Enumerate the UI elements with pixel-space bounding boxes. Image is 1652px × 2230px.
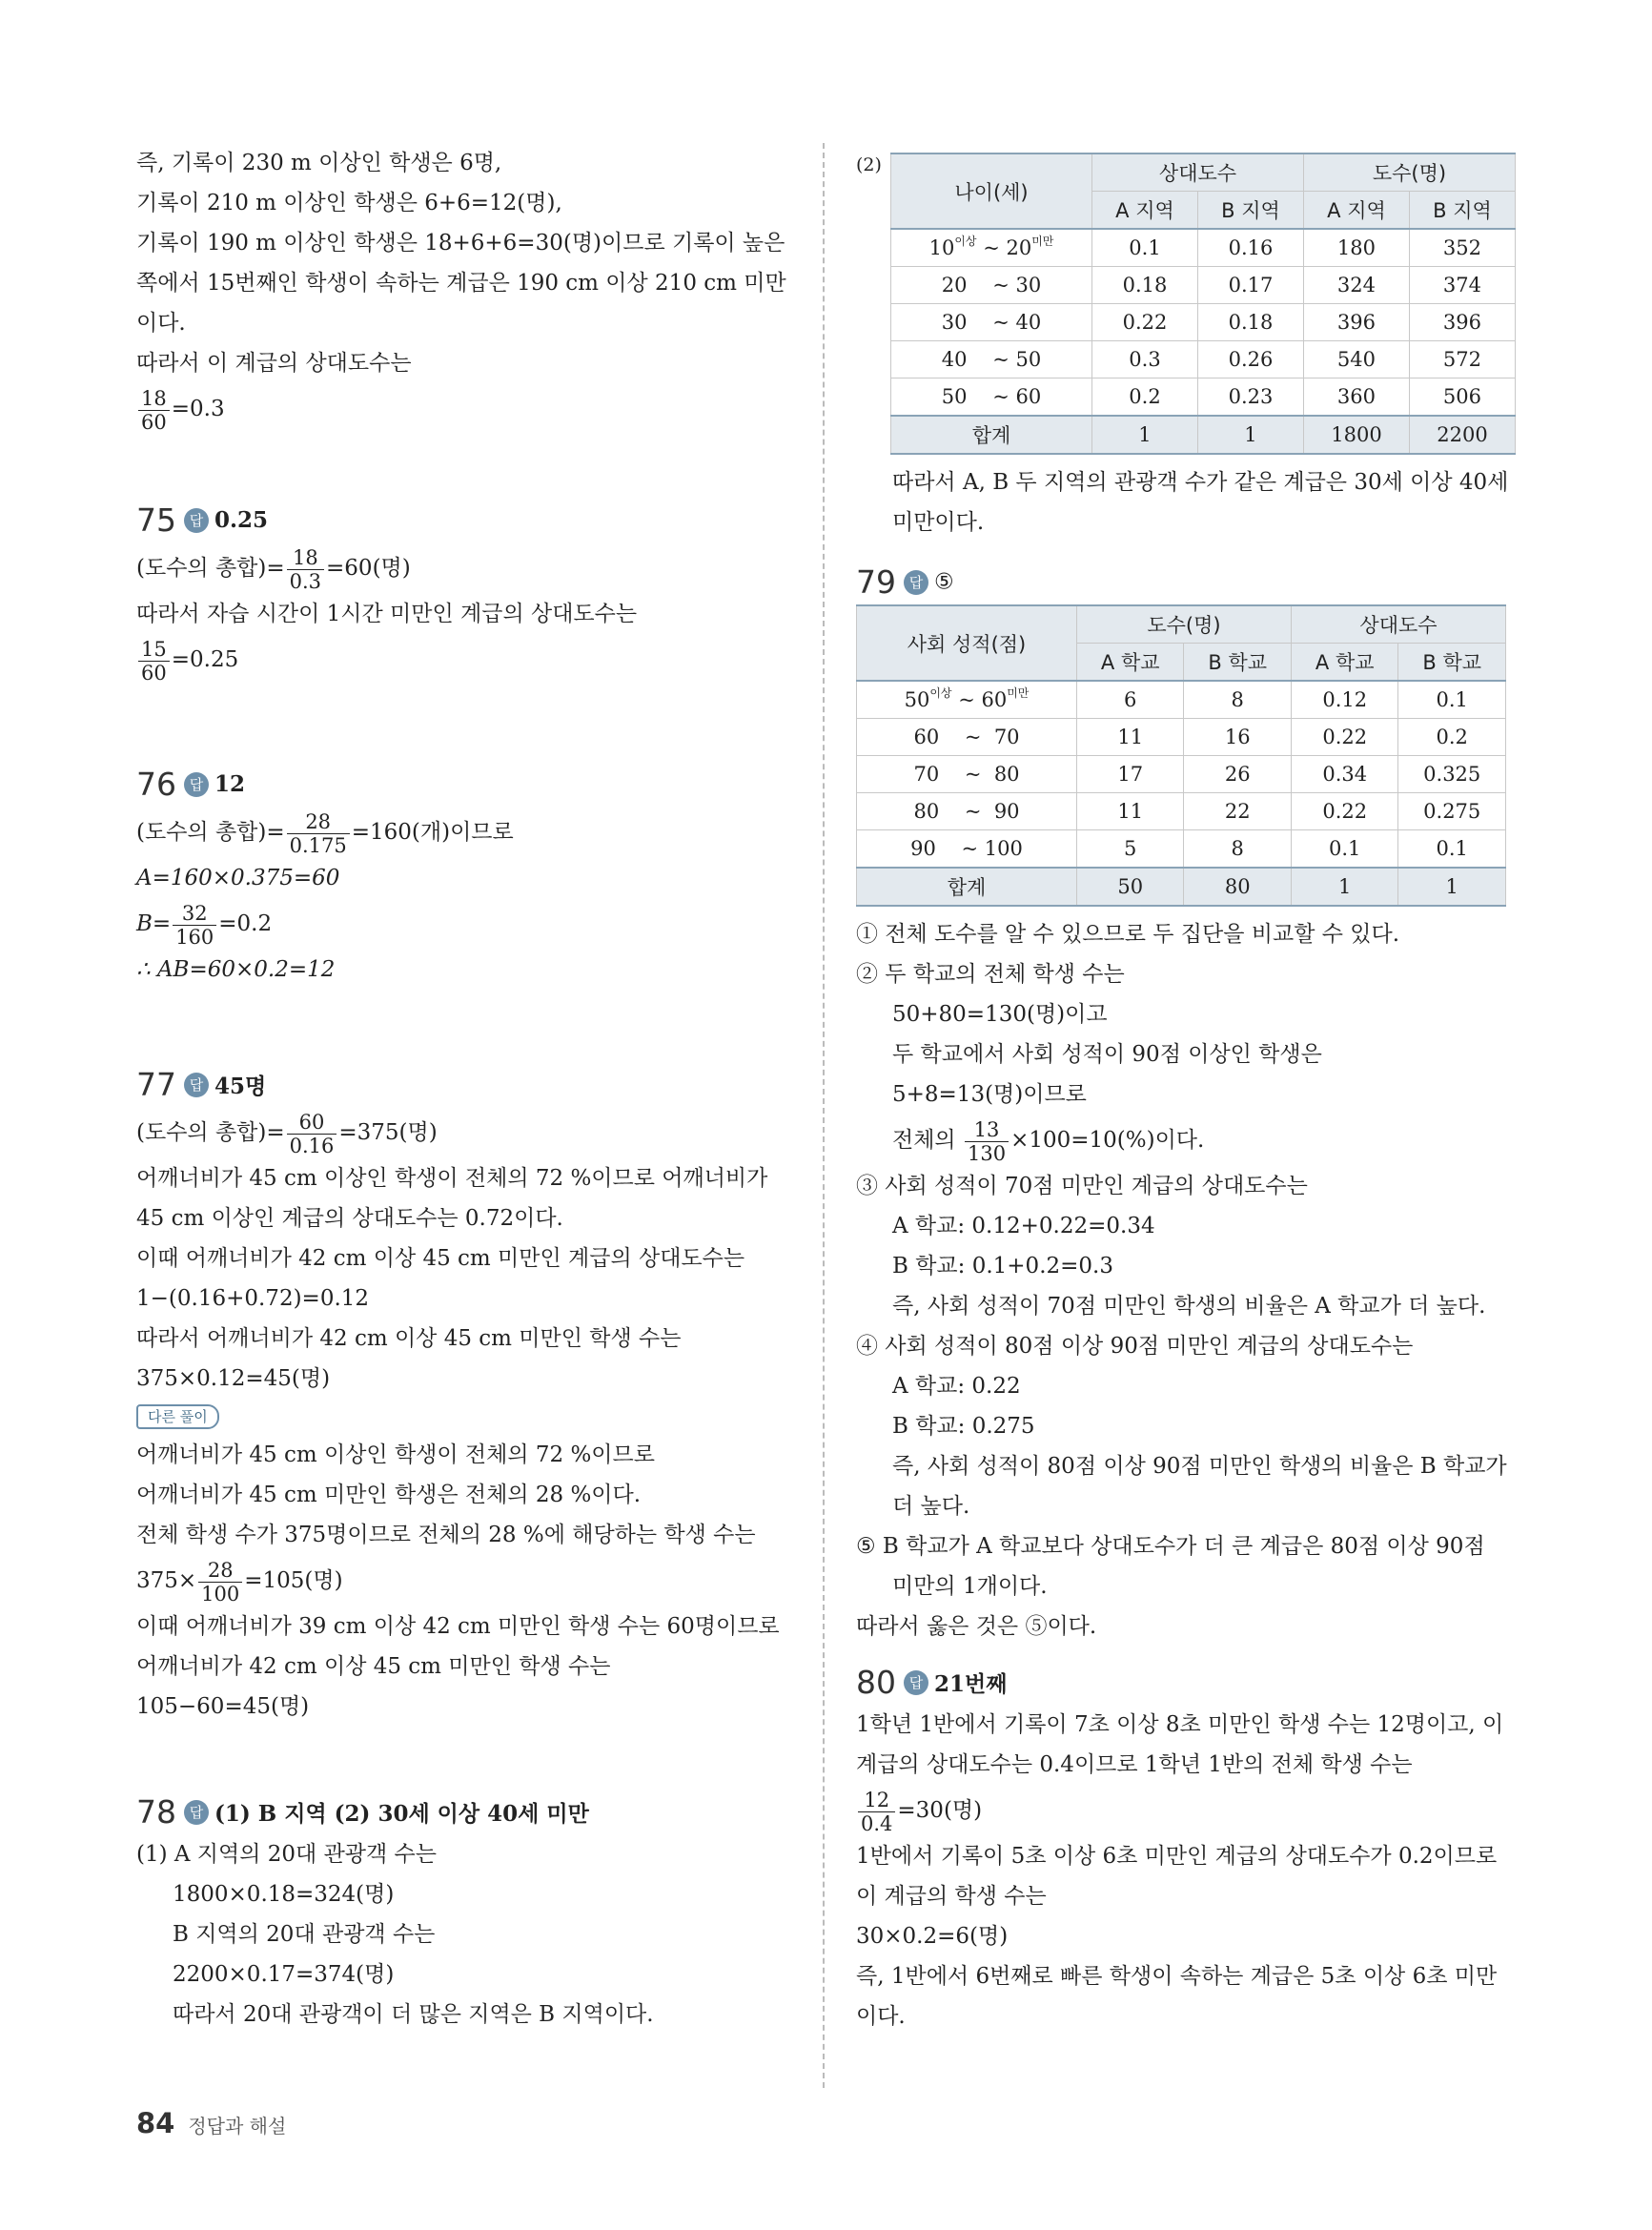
table-cell: 6 (1077, 681, 1184, 719)
formula-line: $\frac{18}{60}$ =0.3 (136, 383, 794, 435)
table-cell: 0.1 (1398, 830, 1506, 869)
answer-badge: 답 (184, 1800, 209, 1825)
table-cell: 0.2 (1092, 378, 1198, 417)
formula-line: (도수의 총합)= $\frac{28}{0.175}$ =160(개)이므로 (136, 809, 514, 857)
text-line: 1학년 1반에서 기록이 7초 이상 8초 미만인 학생 수는 12명이고, 이 (856, 1712, 1504, 1737)
class-cell: 30 ~ 40 (891, 304, 1092, 341)
text-line: 어깨너비가 45 cm 이상인 학생이 전체의 72 %이므로 (136, 1442, 655, 1467)
fraction: $\frac{18}{0.3}$ (287, 546, 324, 593)
formula-line: (도수의 총합)= $\frac{60}{0.16}$ =375(명) (136, 1110, 438, 1157)
table-cell: 1 (1398, 868, 1506, 906)
class-cell: 20 ~ 30 (891, 267, 1092, 304)
fraction: $\frac{28}{100}$ (198, 1559, 242, 1606)
col-header: 상대도수 (1092, 153, 1304, 192)
class-cell: $50^{이상}$ ~ $60^{미만}$ (857, 681, 1077, 719)
text-line: (1) A 지역의 20대 관광객 수는 (136, 1842, 437, 1867)
text-line: 50+80=130(명)이고 (892, 1002, 1108, 1027)
table-cell: 16 (1184, 719, 1292, 756)
text-line: A 학교: 0.12+0.22=0.34 (892, 1214, 1155, 1238)
text-line: 즉, 사회 성적이 80점 이상 90점 미만인 학생의 비율은 B 학교가 (892, 1454, 1507, 1479)
table-cell: 0.18 (1092, 267, 1198, 304)
table-cell: 50 (1077, 868, 1184, 906)
class-cell: 90 ~ 100 (857, 830, 1077, 869)
text-line: 1반에서 기록이 5초 이상 6초 미만인 계급의 상대도수가 0.2이므로 (856, 1844, 1498, 1869)
text-line: A 학교: 0.22 (892, 1374, 1021, 1399)
table-row (891, 229, 1516, 267)
table-cell: 8 (1184, 830, 1292, 869)
table-cell: 0.1 (1398, 681, 1506, 719)
question-header-78 (136, 1793, 794, 1831)
text-line: 어깨너비가 45 cm 미만인 학생은 전체의 28 %이다. (136, 1483, 642, 1507)
text-line: 따라서 A, B 두 지역의 관광객 수가 같은 계급은 30세 이상 40세 (892, 470, 1509, 495)
table-row (891, 267, 1516, 304)
question-number: 77 (136, 1066, 176, 1103)
text-line: 5+8=13(명)이므로 (892, 1082, 1087, 1107)
table-cell: 0.17 (1197, 267, 1303, 304)
table-cell: 0.22 (1291, 793, 1397, 830)
sub-header: A 지역 (1092, 192, 1198, 230)
sum-label: 합계 (857, 868, 1077, 906)
table-row (857, 681, 1506, 719)
answer-text: ⑤ (934, 569, 954, 595)
question-number: 79 (856, 563, 896, 601)
text-line: ① 전체 도수를 알 수 있으므로 두 집단을 비교할 수 있다. (856, 922, 1399, 947)
answer-text: 21번째 (934, 1671, 1008, 1697)
table-cell: 396 (1409, 304, 1515, 341)
class-cell: $10^{이상}$ ~ $20^{미만}$ (891, 229, 1092, 267)
col-header: 사회 성적(점) (857, 605, 1077, 681)
question-header-76 (136, 766, 794, 803)
text-line: B 학교: 0.1+0.2=0.3 (892, 1254, 1113, 1279)
table-cell: 1 (1197, 416, 1303, 454)
table-row (857, 793, 1506, 830)
table-cell: 11 (1077, 793, 1184, 830)
class-cell: 40 ~ 50 (891, 341, 1092, 378)
answer-badge: 답 (184, 1073, 209, 1097)
question-number: 78 (136, 1793, 176, 1831)
fraction: $\frac{12}{0.4}$ (858, 1789, 895, 1835)
class-cell: 50 ~ 60 (891, 378, 1092, 417)
table-cell: 0.275 (1398, 793, 1506, 830)
text-line: 어깨너비가 45 cm 이상인 학생이 전체의 72 %이므로 어깨너비가 (136, 1166, 768, 1191)
answer-badge: 답 (184, 508, 209, 533)
right-column (856, 149, 1516, 2036)
table-sum-row (891, 416, 1516, 454)
text-line: 기록이 210 m 이상인 학생은 6+6=12(명), (136, 191, 562, 215)
table-cell: 5 (1077, 830, 1184, 869)
table-row (857, 719, 1506, 756)
text-line: 30×0.2=6(명) (856, 1924, 1009, 1949)
fraction: $\frac{15}{60}$ (138, 638, 170, 685)
text-line: 45 cm 이상인 계급의 상대도수는 0.72이다. (136, 1206, 563, 1231)
text-line: 어깨너비가 42 cm 이상 45 cm 미만인 학생 수는 (136, 1654, 611, 1679)
text-line: 375×0.12=45(명) (136, 1366, 331, 1391)
table-cell: 540 (1303, 341, 1409, 378)
table-cell: 0.23 (1197, 378, 1303, 417)
sub-header: A 학교 (1291, 644, 1397, 682)
text-line: ④ 사회 성적이 80점 이상 90점 미만인 계급의 상대도수는 (856, 1334, 1414, 1359)
formula-line: B= $\frac{32}{160}$ =0.2 (136, 901, 273, 949)
fraction: $\frac{60}{0.16}$ (287, 1111, 337, 1157)
answer-badge: 답 (184, 772, 209, 797)
alt-solution-row (136, 1399, 794, 1435)
formula-line: 전체의 $\frac{13}{130}$ ×100=10(%)이다. (892, 1117, 1205, 1165)
text-line: ② 두 학교의 전체 학생 수는 (856, 962, 1125, 987)
text-line: 미만이다. (892, 510, 985, 535)
answer-badge: 답 (904, 1670, 928, 1695)
table-cell: 374 (1409, 267, 1515, 304)
question-header-77 (136, 1066, 794, 1103)
tourist-table (890, 153, 1516, 455)
score-table (856, 604, 1506, 907)
table-cell: 506 (1409, 378, 1515, 417)
col-header: 나이(세) (891, 153, 1092, 229)
sub-header: A 지역 (1303, 192, 1409, 230)
table-cell: 2200 (1409, 416, 1515, 454)
page-footer (136, 2107, 286, 2139)
question-header-79 (856, 563, 1516, 601)
page-number: 84 (136, 2107, 175, 2139)
table-row (857, 756, 1506, 793)
text-line: 따라서 옳은 것은 ⑤이다. (856, 1614, 1097, 1639)
text-line: 계급의 상대도수는 0.4이므로 1학년 1반의 전체 학생 수는 (856, 1752, 1413, 1777)
table-cell: 17 (1077, 756, 1184, 793)
table-cell: 352 (1409, 229, 1515, 267)
table-cell: 360 (1303, 378, 1409, 417)
table-cell: 396 (1303, 304, 1409, 341)
answer-badge: 답 (904, 570, 928, 595)
table-cell: 80 (1184, 868, 1292, 906)
table-sum-row (857, 868, 1506, 906)
table-cell: 0.1 (1092, 229, 1198, 267)
text-line: 1−(0.16+0.72)=0.12 (136, 1286, 370, 1311)
table-cell: 8 (1184, 681, 1292, 719)
text-line: 따라서 이 계급의 상대도수는 (136, 351, 412, 376)
sub-header: B 학교 (1398, 644, 1506, 682)
col-header: 상대도수 (1291, 605, 1505, 644)
table-row (891, 304, 1516, 341)
text-line: 이때 어깨너비가 39 cm 이상 42 cm 미만인 학생 수는 60명이므로 (136, 1614, 780, 1639)
text-line: 쪽에서 15번째인 학생이 속하는 계급은 190 cm 이상 210 cm 미만 (136, 271, 786, 296)
column-divider (823, 143, 825, 2088)
fraction: $\frac{32}{160}$ (173, 902, 216, 949)
table-cell: 1 (1291, 868, 1397, 906)
sub-header: B 학교 (1184, 644, 1292, 682)
part-label: (2) (856, 154, 882, 175)
table-cell: 0.22 (1291, 719, 1397, 756)
table-cell: 0.325 (1398, 756, 1506, 793)
table-cell: 0.12 (1291, 681, 1397, 719)
question-number: 75 (136, 501, 176, 539)
answer-text: 45명 (214, 1074, 267, 1099)
table-cell: 0.18 (1197, 304, 1303, 341)
page-title: 정답과 해설 (188, 2115, 287, 2138)
formula-line: $\frac{12}{0.4}$ =30(명) (856, 1785, 1516, 1836)
text-line: 더 높다. (892, 1494, 970, 1519)
formula-line: 375× $\frac{28}{100}$ =105(명) (136, 1558, 343, 1606)
table-row (857, 830, 1506, 869)
table-cell: 0.22 (1092, 304, 1198, 341)
text-line: B 지역의 20대 관광객 수는 (173, 1922, 436, 1947)
fraction: $\frac{13}{130}$ (965, 1118, 1009, 1165)
text-line: 즉, 사회 성적이 70점 미만인 학생의 비율은 A 학교가 더 높다. (892, 1294, 1486, 1319)
text-line: 이다. (856, 2004, 906, 2029)
text-line: 미만의 1개이다. (892, 1574, 1048, 1599)
sub-header: B 지역 (1197, 192, 1303, 230)
sum-label: 합계 (891, 416, 1092, 454)
table-cell: 26 (1184, 756, 1292, 793)
text-line: 105−60=45(명) (136, 1694, 310, 1719)
text-line: 2200×0.17=374(명) (173, 1962, 395, 1987)
col-header: 도수(명) (1303, 153, 1515, 192)
text-line: ∴ AB=60×0.2=12 (136, 957, 336, 982)
answer-text: 0.25 (214, 507, 269, 533)
sub-header: A 학교 (1077, 644, 1184, 682)
table-cell: 1 (1092, 416, 1198, 454)
answer-text: 12 (214, 771, 246, 797)
left-column (136, 143, 794, 2035)
table-row (891, 378, 1516, 417)
sub-header: B 지역 (1409, 192, 1515, 230)
text-line: ③ 사회 성적이 70점 미만인 계급의 상대도수는 (856, 1174, 1308, 1198)
text-line: 즉, 1반에서 6번째로 빠른 학생이 속하는 계급은 5초 이상 6초 미만 (856, 1964, 1498, 1989)
question-header-75 (136, 501, 794, 539)
text-line: 이 계급의 학생 수는 (856, 1884, 1047, 1909)
table-cell: 1800 (1303, 416, 1409, 454)
text-line: 이때 어깨너비가 42 cm 이상 45 cm 미만인 계급의 상대도수는 (136, 1246, 745, 1271)
question-number: 80 (856, 1664, 896, 1701)
text-line: B 학교: 0.275 (892, 1414, 1035, 1439)
fraction: $\frac{28}{0.175}$ (287, 810, 350, 857)
table-cell: 324 (1303, 267, 1409, 304)
q78-part2 (856, 153, 1516, 455)
text-line: 따라서 20대 관광객이 더 많은 지역은 B 지역이다. (173, 2002, 654, 2027)
table-row (891, 341, 1516, 378)
text-line: 따라서 자습 시간이 1시간 미만인 계급의 상대도수는 (136, 602, 638, 626)
col-header: 도수(명) (1077, 605, 1292, 644)
table-cell: 572 (1409, 341, 1515, 378)
text-line: 1800×0.18=324(명) (173, 1882, 395, 1907)
table-cell: 22 (1184, 793, 1292, 830)
table-cell: 180 (1303, 229, 1409, 267)
text-line: 즉, 기록이 230 m 이상인 학생은 6명, (136, 151, 502, 175)
table-cell: 0.1 (1291, 830, 1397, 869)
table-cell: 11 (1077, 719, 1184, 756)
class-cell: 80 ~ 90 (857, 793, 1077, 830)
class-cell: 70 ~ 80 (857, 756, 1077, 793)
table-cell: 0.2 (1398, 719, 1506, 756)
fraction: $\frac{18}{60}$ (138, 387, 170, 434)
question-number: 76 (136, 766, 176, 803)
table-cell: 0.34 (1291, 756, 1397, 793)
text-line: ⑤ B 학교가 A 학교보다 상대도수가 더 큰 계급은 80점 이상 90점 (856, 1534, 1485, 1559)
text-line: 전체 학생 수가 375명이므로 전체의 28 %에 해당하는 학생 수는 (136, 1523, 756, 1547)
formula-line: $\frac{15}{60}$ =0.25 (136, 634, 794, 685)
text-line: 두 학교에서 사회 성적이 90점 이상인 학생은 (892, 1042, 1322, 1067)
formula-line: (도수의 총합)= $\frac{18}{0.3}$ =60(명) (136, 545, 411, 593)
table-cell: 0.26 (1197, 341, 1303, 378)
question-header-80 (856, 1664, 1516, 1701)
class-cell: 60 ~ 70 (857, 719, 1077, 756)
text-line: 따라서 어깨너비가 42 cm 이상 45 cm 미만인 학생 수는 (136, 1326, 682, 1351)
table-cell: 0.3 (1092, 341, 1198, 378)
text-line: A=160×0.375=60 (136, 866, 340, 890)
table-cell: 0.16 (1197, 229, 1303, 267)
alt-solution-badge: 다른 풀이 (136, 1404, 219, 1429)
text-line: 기록이 190 m 이상인 학생은 18+6+6=30(명)이므로 기록이 높은 (136, 231, 785, 256)
text-line: 이다. (136, 311, 186, 336)
answer-text: (1) B 지역 (2) 30세 이상 40세 미만 (214, 1801, 589, 1827)
